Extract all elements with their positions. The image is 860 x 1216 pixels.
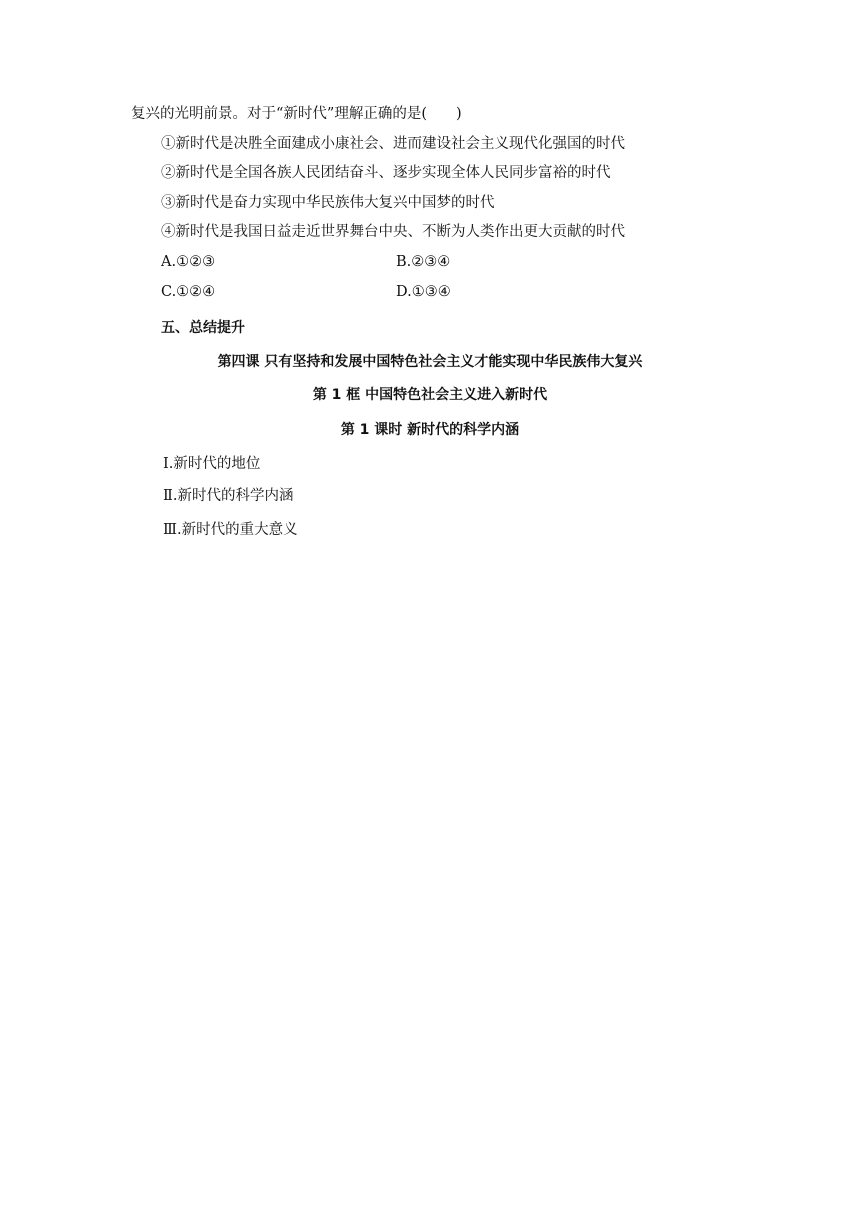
question-stem: 复兴的光明前景。对于“新时代”理解正确的是( ) [131, 106, 462, 122]
period-title: 第 1 课时 新时代的科学内涵 [340, 422, 520, 438]
outline-item-3: Ⅲ.新时代的重大意义 [163, 522, 298, 538]
section-heading: 五、总结提升 [161, 320, 245, 336]
frame-title: 第 1 框 中国特色社会主义进入新时代 [312, 387, 548, 403]
option-c: C.①②④ [161, 284, 216, 300]
option-b: B.②③④ [396, 254, 451, 270]
outline-item-2: Ⅱ.新时代的科学内涵 [163, 488, 294, 504]
outline-item-1: Ⅰ.新时代的地位 [163, 456, 261, 472]
statement-4: ④新时代是我国日益走近世界舞台中央、不断为人类作出更大贡献的时代 [161, 224, 625, 240]
statement-3: ③新时代是奋力实现中华民族伟大复兴中国梦的时代 [161, 195, 495, 211]
option-d: D.①③④ [396, 284, 451, 300]
statement-2: ②新时代是全国各族人民团结奋斗、逐步实现全体人民同步富裕的时代 [161, 165, 611, 181]
lesson-title: 第四课 只有坚持和发展中国特色社会主义才能实现中华民族伟大复兴 [217, 354, 643, 370]
statement-1: ①新时代是决胜全面建成小康社会、进而建设社会主义现代化强国的时代 [161, 136, 625, 152]
option-a: A.①②③ [161, 254, 216, 270]
